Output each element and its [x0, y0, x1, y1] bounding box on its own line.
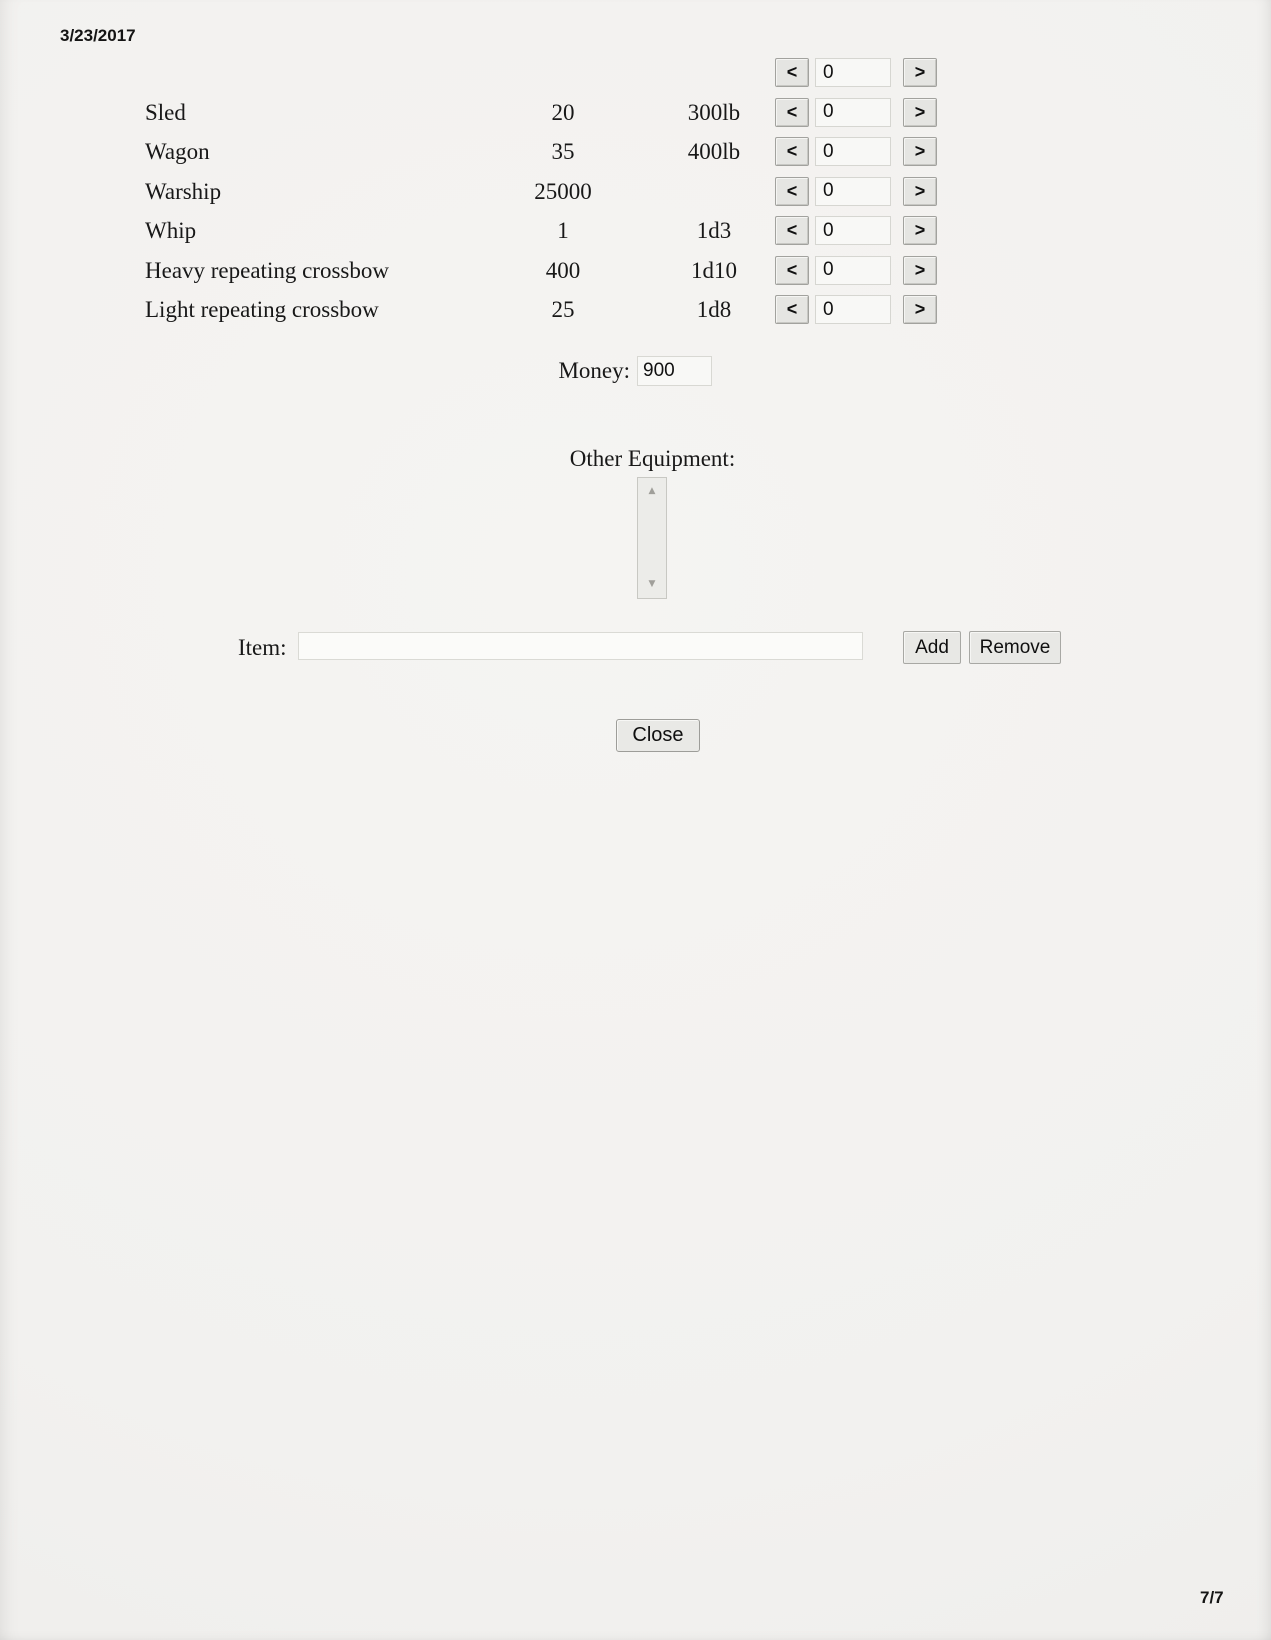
other-equipment-scrollbar[interactable]	[637, 477, 667, 599]
money-input[interactable]	[637, 356, 712, 386]
increment-button[interactable]: >	[903, 295, 937, 324]
item-label: Item:	[238, 635, 287, 660]
equipment-row	[0, 290, 1271, 330]
decrement-button[interactable]: <	[775, 137, 809, 166]
equipment-row	[0, 172, 1271, 212]
money-label: Money:	[558, 358, 630, 383]
item-name: Warship	[145, 178, 222, 204]
quantity-input[interactable]	[815, 137, 891, 166]
item-name: Whip	[145, 218, 197, 243]
quantity-input[interactable]	[815, 295, 891, 324]
item-weight: 400lb	[687, 139, 741, 164]
quantity-spinner	[775, 295, 940, 324]
item-price: 400	[545, 257, 581, 283]
equipment-table	[0, 53, 1271, 330]
quantity-input[interactable]	[815, 216, 891, 245]
other-equipment-label: Other Equipment:	[569, 446, 736, 471]
quantity-spinner	[775, 137, 940, 166]
quantity-spinner	[775, 98, 940, 127]
quantity-spinner	[775, 216, 940, 245]
close-button[interactable]: Close	[616, 719, 700, 752]
decrement-button[interactable]: <	[775, 216, 809, 245]
quantity-input[interactable]	[815, 58, 891, 87]
add-button[interactable]: Add	[903, 631, 961, 664]
quantity-spinner	[775, 58, 940, 87]
decrement-button[interactable]: <	[775, 98, 809, 127]
increment-button[interactable]: >	[903, 256, 937, 285]
item-price: 25	[551, 297, 575, 322]
item-weight: 1d10	[691, 257, 737, 283]
decrement-button[interactable]: <	[775, 177, 809, 206]
quantity-input[interactable]	[815, 98, 891, 127]
item-name: Wagon	[145, 139, 210, 164]
item-name: Light repeating crossbow	[145, 297, 379, 322]
item-name: Heavy repeating crossbow	[145, 257, 389, 283]
increment-button[interactable]: >	[903, 177, 937, 206]
quantity-input[interactable]	[815, 256, 891, 285]
decrement-button[interactable]: <	[775, 295, 809, 324]
quantity-spinner	[775, 177, 940, 206]
quantity-spinner	[775, 256, 940, 285]
decrement-button[interactable]: <	[775, 58, 809, 87]
equipment-row	[0, 93, 1271, 133]
decrement-button[interactable]: <	[775, 256, 809, 285]
item-weight: 300lb	[687, 99, 741, 125]
item-weight: 1d8	[696, 297, 732, 322]
item-price: 1	[557, 218, 569, 243]
equipment-row	[0, 211, 1271, 251]
item-price: 20	[551, 99, 575, 125]
increment-button[interactable]: >	[903, 216, 937, 245]
scroll-up-icon[interactable]: ▲	[648, 486, 656, 496]
quantity-input[interactable]	[815, 177, 891, 206]
print-date: 3/23/2017	[60, 26, 136, 45]
increment-button[interactable]: >	[903, 137, 937, 166]
item-name: Sled	[145, 99, 186, 125]
item-input[interactable]	[298, 632, 863, 660]
item-weight: 1d3	[696, 218, 732, 243]
item-price: 25000	[534, 178, 592, 204]
increment-button[interactable]: >	[903, 58, 937, 87]
equipment-row	[0, 251, 1271, 291]
item-price: 35	[551, 139, 575, 164]
page-number: 7/7	[1200, 1588, 1224, 1607]
scroll-down-icon[interactable]: ▼	[648, 579, 656, 589]
remove-button[interactable]: Remove	[969, 631, 1061, 664]
equipment-row	[0, 53, 1271, 93]
equipment-row	[0, 132, 1271, 172]
increment-button[interactable]: >	[903, 98, 937, 127]
